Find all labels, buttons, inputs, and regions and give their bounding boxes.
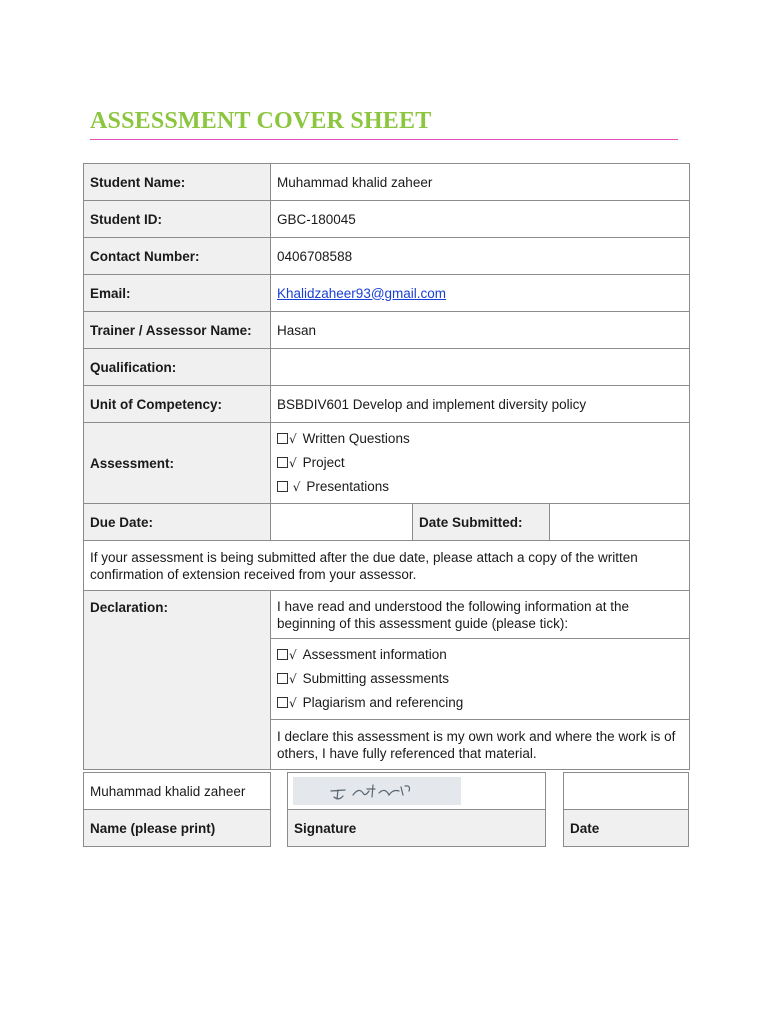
assessment-option[interactable]: [277, 451, 683, 475]
signature-block: [287, 772, 546, 847]
checkmark-icon: √: [289, 672, 297, 686]
declaration-option-label: Assessment information: [302, 647, 447, 662]
signature-label: Signature: [288, 810, 546, 847]
name-print-label: Name (please print): [84, 810, 271, 847]
student-id-field[interactable]: GBC-180045: [271, 201, 690, 238]
checkbox-icon[interactable]: [277, 433, 288, 444]
trainer-label: Trainer / Assessor Name:: [84, 312, 271, 349]
row-declaration-intro: [84, 591, 690, 639]
row-student-name: [84, 164, 690, 201]
row-unit: [84, 386, 690, 423]
title-underline: [90, 139, 678, 140]
row-email: [84, 275, 690, 312]
declaration-option-label: Plagiarism and referencing: [302, 695, 464, 710]
declaration-options: [271, 639, 690, 720]
qualification-label: Qualification:: [84, 349, 271, 386]
checkmark-icon: √: [289, 456, 297, 470]
page-title: ASSESSMENT COVER SHEET: [90, 108, 432, 134]
checkmark-icon: √: [292, 480, 301, 494]
declaration-label: Declaration:: [84, 591, 271, 770]
student-name-field[interactable]: Muhammad khalid zaheer: [271, 164, 690, 201]
unit-label: Unit of Competency:: [84, 386, 271, 423]
email-label: Email:: [84, 275, 271, 312]
late-submission-notice: If your assessment is being submitted after the due date, please attach a copy of the written confirmation of extension received from your assessor.: [84, 541, 690, 591]
row-assessment: [84, 423, 690, 504]
declaration-statement: I declare this assessment is my own work and where the work is of others, I have fully referenced that material.: [271, 720, 690, 770]
date-submitted-label: Date Submitted:: [413, 504, 550, 541]
checkmark-icon: √: [289, 648, 297, 662]
assessment-option-label: Project: [302, 455, 345, 470]
date-field[interactable]: [564, 773, 689, 810]
declaration-option[interactable]: [277, 691, 683, 715]
row-contact: [84, 238, 690, 275]
signature-field[interactable]: [288, 773, 546, 810]
due-date-field[interactable]: [271, 504, 413, 541]
checkbox-icon[interactable]: [277, 457, 288, 468]
signature-image: [293, 777, 461, 805]
assessment-option[interactable]: [277, 427, 683, 451]
checkbox-icon[interactable]: [277, 649, 288, 660]
name-print-field[interactable]: Muhammad khalid zaheer: [84, 773, 271, 810]
date-block: [563, 772, 689, 847]
checkbox-icon[interactable]: [277, 697, 288, 708]
row-dates: [84, 504, 690, 541]
assessment-options: [271, 423, 690, 504]
row-qualification: [84, 349, 690, 386]
due-date-label: Due Date:: [84, 504, 271, 541]
email-field: [271, 275, 690, 312]
row-trainer: [84, 312, 690, 349]
cover-sheet-table: [83, 163, 690, 770]
email-link[interactable]: Khalidzaheer93@gmail.com: [277, 285, 447, 301]
date-label: Date: [564, 810, 689, 847]
row-student-id: [84, 201, 690, 238]
student-name-label: Student Name:: [84, 164, 271, 201]
assessment-option-label: Written Questions: [302, 431, 410, 446]
assessment-label: Assessment:: [84, 423, 271, 504]
checkmark-icon: √: [289, 696, 297, 710]
name-block: [83, 772, 271, 847]
trainer-field[interactable]: Hasan: [271, 312, 690, 349]
checkbox-icon[interactable]: [277, 673, 288, 684]
date-submitted-field[interactable]: [550, 504, 690, 541]
checkbox-icon[interactable]: [277, 481, 288, 492]
qualification-field[interactable]: [271, 349, 690, 386]
row-notice: [84, 541, 690, 591]
unit-field[interactable]: BSBDIV601 Develop and implement diversity policy: [271, 386, 690, 423]
contact-field[interactable]: 0406708588: [271, 238, 690, 275]
declaration-option-label: Submitting assessments: [302, 671, 449, 686]
declaration-intro: I have read and understood the following information at the beginning of this assessment guide (please tick):: [271, 591, 690, 639]
checkmark-icon: √: [289, 432, 297, 446]
student-id-label: Student ID:: [84, 201, 271, 238]
assessment-option-label: Presentations: [306, 479, 389, 494]
assessment-option[interactable]: [277, 475, 683, 499]
declaration-option[interactable]: [277, 643, 683, 667]
declaration-option[interactable]: [277, 667, 683, 691]
contact-label: Contact Number:: [84, 238, 271, 275]
